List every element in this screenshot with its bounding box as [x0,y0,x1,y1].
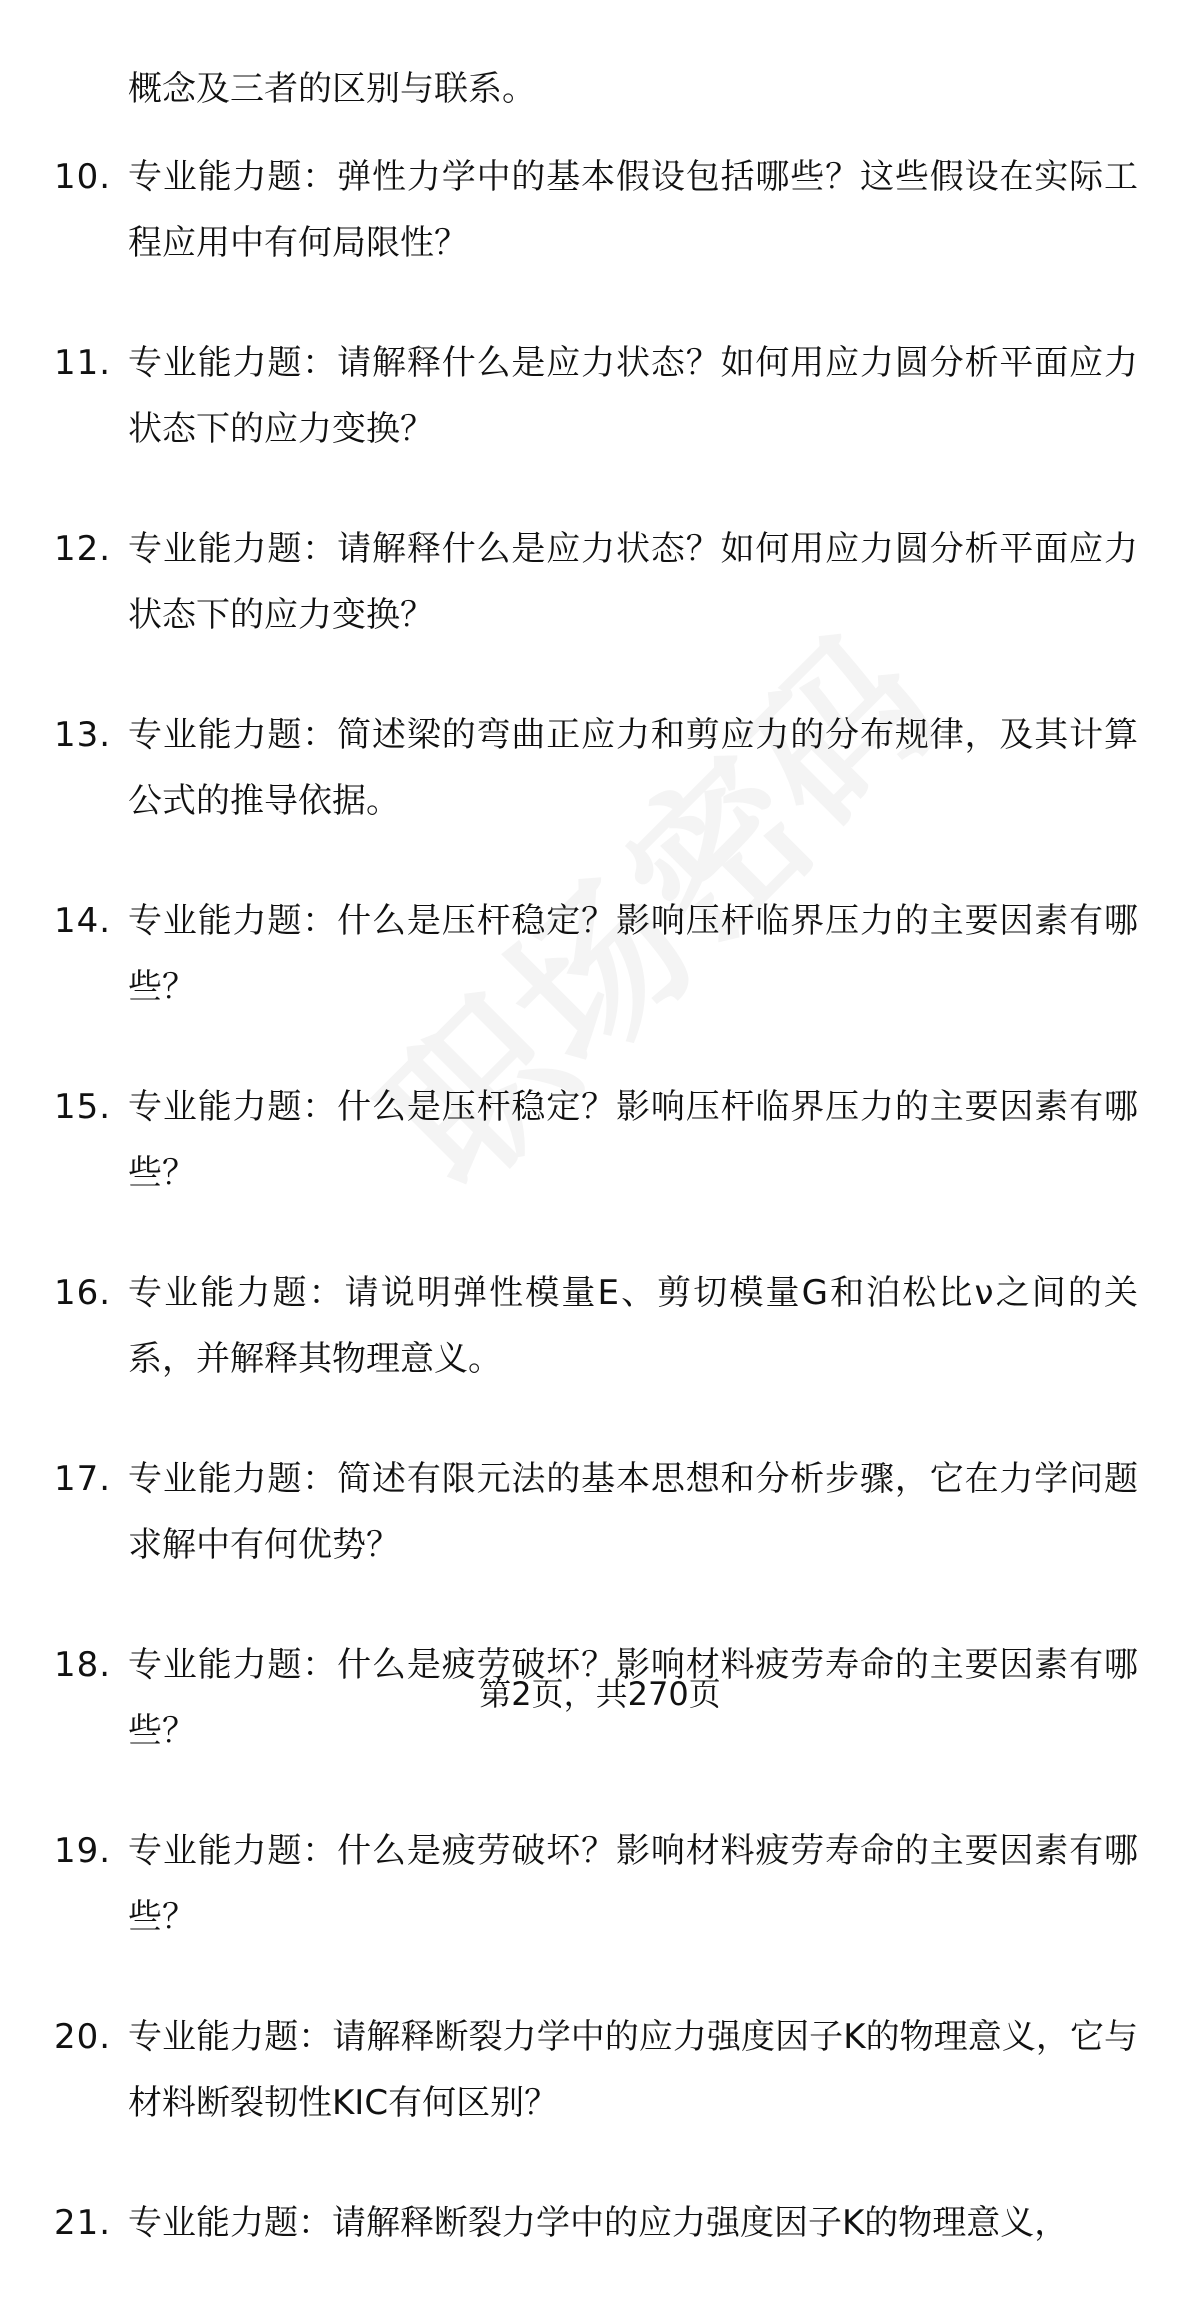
question-number: 12. [54,529,112,569]
list-item [0,516,1200,648]
question-number: 21. [54,2203,112,2243]
list-item [0,144,1200,276]
question-number: 16. [54,1273,112,1313]
question-text: 专业能力题：请解释什么是应力状态？如何用应力圆分析平面应力状态下的应力变换？ [128,529,1138,635]
list-item [0,2190,1200,2256]
question-text: 专业能力题：简述有限元法的基本思想和分析步骤，它在力学问题求解中有何优势？ [128,1459,1138,1565]
page-number-footer: 第2页，共270页 [479,1675,721,1713]
question-text: 专业能力题：简述梁的弯曲正应力和剪应力的分布规律，及其计算公式的推导依据。 [128,715,1138,821]
question-number: 17. [54,1459,112,1499]
question-number: 15. [54,1087,112,1127]
list-item [0,888,1200,1020]
question-list [0,144,1200,2310]
question-text: 专业能力题：什么是压杆稳定？影响压杆临界压力的主要因素有哪些？ [128,901,1138,1007]
list-item [0,1074,1200,1206]
question-number: 11. [54,343,112,383]
list-item [0,702,1200,834]
question-text: 专业能力题：请说明弹性模量E、剪切模量G和泊松比ν之间的关系，并解释其物理意义。 [128,1273,1138,1379]
question-number: 13. [54,715,112,755]
continuation-text: 概念及三者的区别与联系。 [128,69,536,109]
list-item [0,1446,1200,1578]
question-number: 19. [54,1831,112,1871]
question-text: 专业能力题：什么是压杆稳定？影响压杆临界压力的主要因素有哪些？ [128,1087,1138,1193]
question-text: 专业能力题：请解释断裂力学中的应力强度因子K的物理意义，它与材料断裂韧性KIC有何区别？ [128,2017,1138,2123]
question-text: 专业能力题：请解释断裂力学中的应力强度因子K的物理意义， [128,2203,1069,2243]
question-text: 专业能力题：请解释什么是应力状态？如何用应力圆分析平面应力状态下的应力变换？ [128,343,1138,449]
question-text: 专业能力题：什么是疲劳破坏？影响材料疲劳寿命的主要因素有哪些？ [128,1645,1138,1751]
question-number: 10. [54,157,112,197]
question-text: 专业能力题：弹性力学中的基本假设包括哪些？这些假设在实际工程应用中有何局限性？ [128,157,1138,263]
question-text: 专业能力题：什么是疲劳破坏？影响材料疲劳寿命的主要因素有哪些？ [128,1831,1138,1937]
question-number: 14. [54,901,112,941]
list-item [0,330,1200,462]
list-item [0,1818,1200,1950]
list-item [0,2004,1200,2136]
question-number: 18. [54,1645,112,1685]
question-number: 20. [54,2017,112,2057]
list-item [0,1260,1200,1392]
